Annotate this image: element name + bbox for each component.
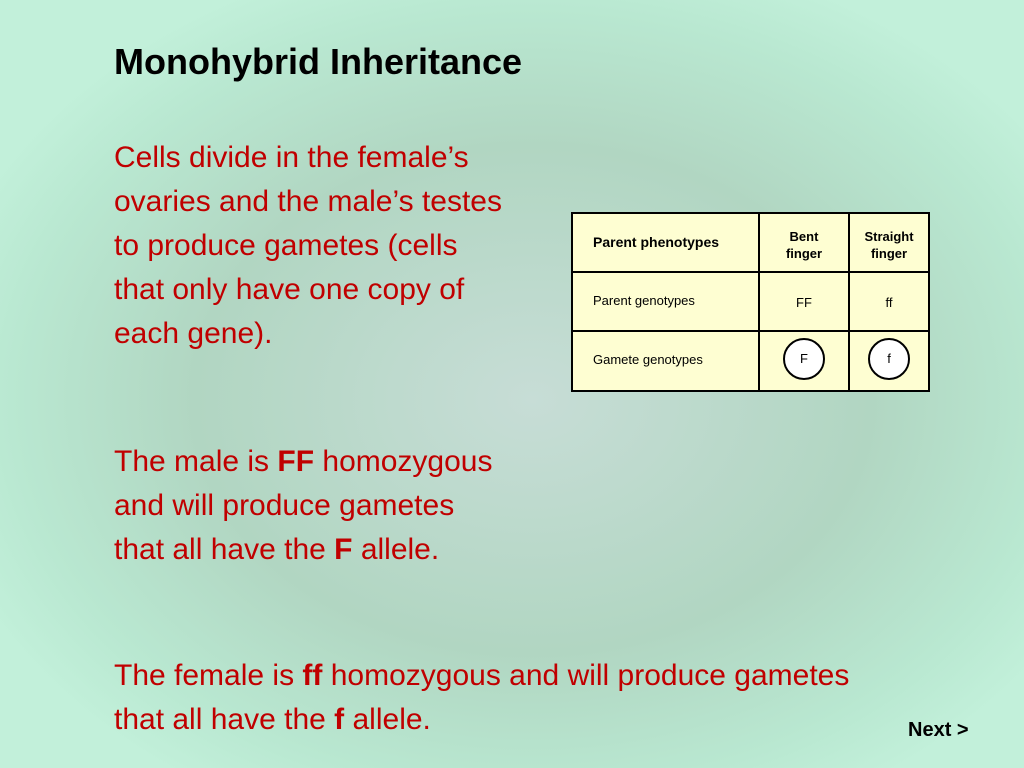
- female-text-part: allele.: [344, 703, 431, 736]
- header-line: finger: [785, 246, 823, 261]
- table-row: [572, 331, 929, 391]
- parent-genotypes-label: Parent genotypes: [593, 293, 695, 308]
- bent-finger-header: [760, 214, 848, 262]
- parent-phenotypes-label: Parent phenotypes: [593, 234, 720, 250]
- female-genotype-paragraph: [114, 654, 854, 742]
- table-row: [572, 213, 929, 272]
- next-button[interactable]: Next >: [908, 719, 969, 741]
- table-cell: [572, 213, 759, 272]
- male-genotype-paragraph: [114, 440, 494, 572]
- female-genotype-bold: ff: [302, 659, 323, 692]
- table-cell: [849, 331, 929, 391]
- gamete-genotypes-label: Gamete genotypes: [593, 352, 703, 367]
- table-row: [572, 272, 929, 331]
- inheritance-table: [571, 212, 930, 392]
- male-gamete-circle: F: [783, 338, 825, 380]
- male-text-part: The male is: [114, 445, 278, 478]
- header-line: Straight: [864, 229, 914, 244]
- female-text-part: homozygous and will produce gametes that all have the: [114, 659, 850, 736]
- table-cell: [572, 331, 759, 391]
- female-text-part: The female is: [114, 659, 303, 692]
- male-text-part: allele.: [352, 533, 440, 566]
- male-text-part: homozygous and will produce gametes that all have the: [114, 445, 493, 566]
- female-allele-bold: f: [334, 703, 345, 736]
- header-line: Bent: [789, 229, 819, 244]
- female-genotype-value: ff: [885, 295, 893, 310]
- gamete-explanation-paragraph: Cells divide in the female’s ovaries and the male’s testes to produce gametes (cells that only have one copy of each gene).: [114, 141, 502, 350]
- male-genotype-bold: FF: [277, 445, 315, 478]
- female-gamete-circle: f: [868, 338, 910, 380]
- male-allele-bold: F: [334, 533, 353, 566]
- table-cell: [849, 272, 929, 331]
- gamete-wrap: [850, 332, 928, 380]
- table-cell: [849, 213, 929, 272]
- table-cell: [759, 272, 849, 331]
- gamete-wrap: [760, 332, 848, 380]
- header-line: finger: [870, 246, 908, 261]
- table-cell: [759, 331, 849, 391]
- straight-finger-header: [850, 214, 928, 262]
- table-cell: [759, 213, 849, 272]
- slide-title: Monohybrid Inheritance: [114, 41, 523, 82]
- table-cell: [572, 272, 759, 331]
- male-genotype-value: FF: [796, 295, 812, 310]
